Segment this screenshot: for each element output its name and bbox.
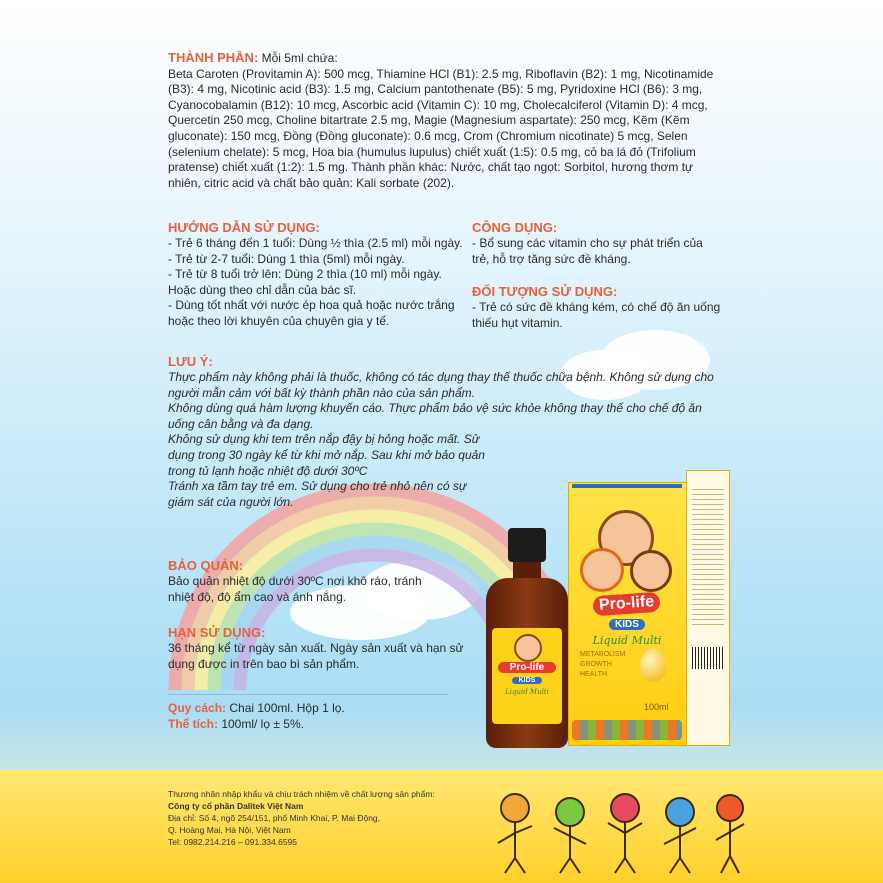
- usage-line: - Trẻ từ 8 tuổi trở lên: Dùng 2 thìa (10 ml) mỗi ngày. Hoặc dùng theo chỉ dẫn của bác sĩ.: [168, 267, 442, 297]
- expiry-body: 36 tháng kể từ ngày sản xuất. Ngày sản xuất và hạn sử dụng được in trên bao bì sản phẩm.: [168, 641, 464, 671]
- kid-face-icon: [630, 550, 672, 592]
- box-brand-block: [578, 594, 676, 647]
- bottle-sub: KIDS: [512, 677, 542, 684]
- pack-line: [168, 701, 448, 717]
- bottle-brand: Pro-life: [498, 662, 556, 673]
- box-top-strip: [572, 484, 682, 488]
- product-box: [568, 470, 728, 745]
- address-line: Địa chỉ: Số 4, ngõ 254/151, phố Minh Khai, P. Mai Động,: [168, 813, 381, 823]
- ingredients-heading-line: [168, 50, 728, 67]
- spec-section: [168, 694, 448, 732]
- bottle-neck: [513, 562, 541, 578]
- address-line: Q. Hoàng Mai, Hà Nội, Việt Nam: [168, 825, 291, 835]
- note-paragraph: Tránh xa tầm tay trẻ em. Sử dụng cho trẻ nhỏ nên có sự giám sát của người lớn.: [168, 479, 467, 509]
- benefit-item: GROWTH: [580, 661, 612, 668]
- volume-value: 100ml/ lọ ± 5%.: [218, 716, 304, 731]
- ingredients-body: Beta Caroten (Provitamin A): 500 mcg, Thiamine HCl (B1): 2.5 mg, Riboflavin (B2): 1 mg, Nicotinamide (B3): 4 mg, Nicotinic acid (B3): 1.5 mg, Calcium pantothenate (B5): 5 mg, Pyridoxine HCl (B6): 3 mg, Cyanocobalamin (B12): 10 mcg, Ascorbic acid (Vitamin C): 10 mg, Cholecalciferol (Vitamin D): 4 mcg, Quercetin 250 mcg, Choline bitartrate 2.5 mg, Magie (Magnesium aspartate): 250 mcg, Kẽm (Kẽm gluconate): 150 mcg, Đồng (Đồng gluconate): 0.6 mcg, Crom (Chromium nicotinate) 5 mcg, Selen (selenium chelate): 5 mcg, Hoa bia (humulus lupulus) chiết xuất (1:5): 0.5 mg, cỏ ba lá đỏ (Trifolium pratense) chiết xuất (1:2): 1.5 mg. Thành phần khác: Nước, chất tạo ngọt: Sorbitol, hương thơm tự nhiên, citric acid và chất bảo quản: Kali sorbate (202).: [168, 66, 714, 190]
- target-section: [472, 284, 722, 331]
- importer-info: [168, 788, 488, 848]
- box-side-text: [692, 489, 724, 629]
- benefit-item: METABOLISM: [580, 651, 626, 658]
- expiry-section: [168, 625, 468, 672]
- product-bottle: [482, 528, 572, 750]
- pack-label: Quy cách:: [168, 701, 227, 715]
- pack-value: Chai 100ml. Hộp 1 lọ.: [226, 701, 345, 715]
- expiry-heading: HẠN SỬ DỤNG:: [168, 625, 266, 640]
- target-heading: ĐỐI TƯỢNG SỬ DỤNG:: [472, 284, 618, 299]
- box-product-name: Liquid Multi: [592, 634, 662, 647]
- bottle-product-name: Liquid Multi: [505, 688, 549, 696]
- phone-line: Tel: 0982.214.216 – 091.334.6595: [168, 837, 298, 847]
- box-volume: 100ml: [644, 702, 669, 712]
- benefit-item: HEALTH: [580, 671, 608, 678]
- benefit-section: [472, 220, 722, 267]
- bottle-label: [492, 628, 562, 724]
- volume-label: Thể tích:: [168, 716, 218, 731]
- usage-heading: HƯỚNG DẪN SỬ DỤNG:: [168, 220, 320, 235]
- storage-section: [168, 558, 428, 605]
- kid-face-icon: [580, 548, 624, 592]
- company-name: Công ty cổ phần Dalitek Việt Nam: [168, 801, 304, 811]
- ingredients-lead: Mỗi 5ml chứa:: [258, 51, 338, 65]
- note-paragraph: Không dùng quá hàm lượng khuyến cáo. Thực phẩm bảo vệ sức khỏe không thay thế cho chế độ ăn uống cân bằng và đa dạng.: [168, 401, 702, 431]
- volume-line: [168, 717, 448, 733]
- box-sub: KIDS: [609, 619, 645, 630]
- usage-section: [168, 220, 468, 330]
- bottle-cap: [508, 528, 546, 562]
- footer-band: [0, 770, 883, 883]
- storage-heading: BẢO QUẢN:: [168, 558, 244, 573]
- divider: [168, 694, 448, 695]
- note-heading: LƯU Ý:: [168, 354, 213, 369]
- box-brand: Pro-life: [593, 592, 661, 617]
- ingredients-heading: THÀNH PHẦN:: [168, 50, 259, 65]
- barcode-icon: [692, 647, 724, 669]
- ingredients-section: [168, 50, 728, 191]
- usage-line: - Trẻ 6 tháng đến 1 tuổi: Dùng ½ thìa (2.5 ml) mỗi ngày.: [168, 236, 463, 250]
- box-kids-strip: [572, 720, 682, 740]
- kid-face-icon: [514, 634, 542, 662]
- benefit-body: - Bổ sung các vitamin cho sự phát triển của trẻ, hỗ trợ tăng sức đề kháng.: [472, 236, 703, 266]
- box-side: [686, 470, 730, 746]
- box-benefits: [580, 650, 625, 680]
- storage-body: Bảo quản nhiệt độ dưới 30ºC nơi khô ráo, tránh nhiệt độ, độ ẩm cao và ánh nắng.: [168, 574, 422, 604]
- kids-cartoon-graphic: [490, 778, 750, 878]
- note-paragraph: Thực phẩm này không phải là thuốc, không có tác dụng thay thế thuốc chữa bệnh. Không sử dụng cho người mẫn cảm với bất kỳ thành phần nào của sản phẩm.: [168, 370, 714, 400]
- usage-line: - Trẻ từ 2-7 tuổi: Dùng 1 thìa (5ml) mỗi ngày.: [168, 251, 405, 266]
- note-paragraph: Không sử dụng khi tem trên nắp đậy bị hỏng hoặc mất. Sử dụng trong 30 ngày kể từ khi mở nắp. Sau khi mở bảo quản trong tủ lạnh hoặc nhiệt độ dưới 30ºC: [168, 432, 485, 478]
- importer-line: Thương nhân nhập khẩu và chịu trách nhiệm về chất lượng sản phẩm:: [168, 789, 435, 799]
- target-body: - Trẻ có sức đề kháng kém, có chế độ ăn uống thiếu hụt vitamin.: [472, 300, 721, 330]
- drop-icon: [640, 648, 666, 682]
- usage-line: - Dùng tốt nhất với nước ép hoa quả hoặc nước trắng hoặc theo lời khuyên của chuyên gia y tế.: [168, 298, 455, 328]
- benefit-heading: CÔNG DỤNG:: [472, 220, 558, 235]
